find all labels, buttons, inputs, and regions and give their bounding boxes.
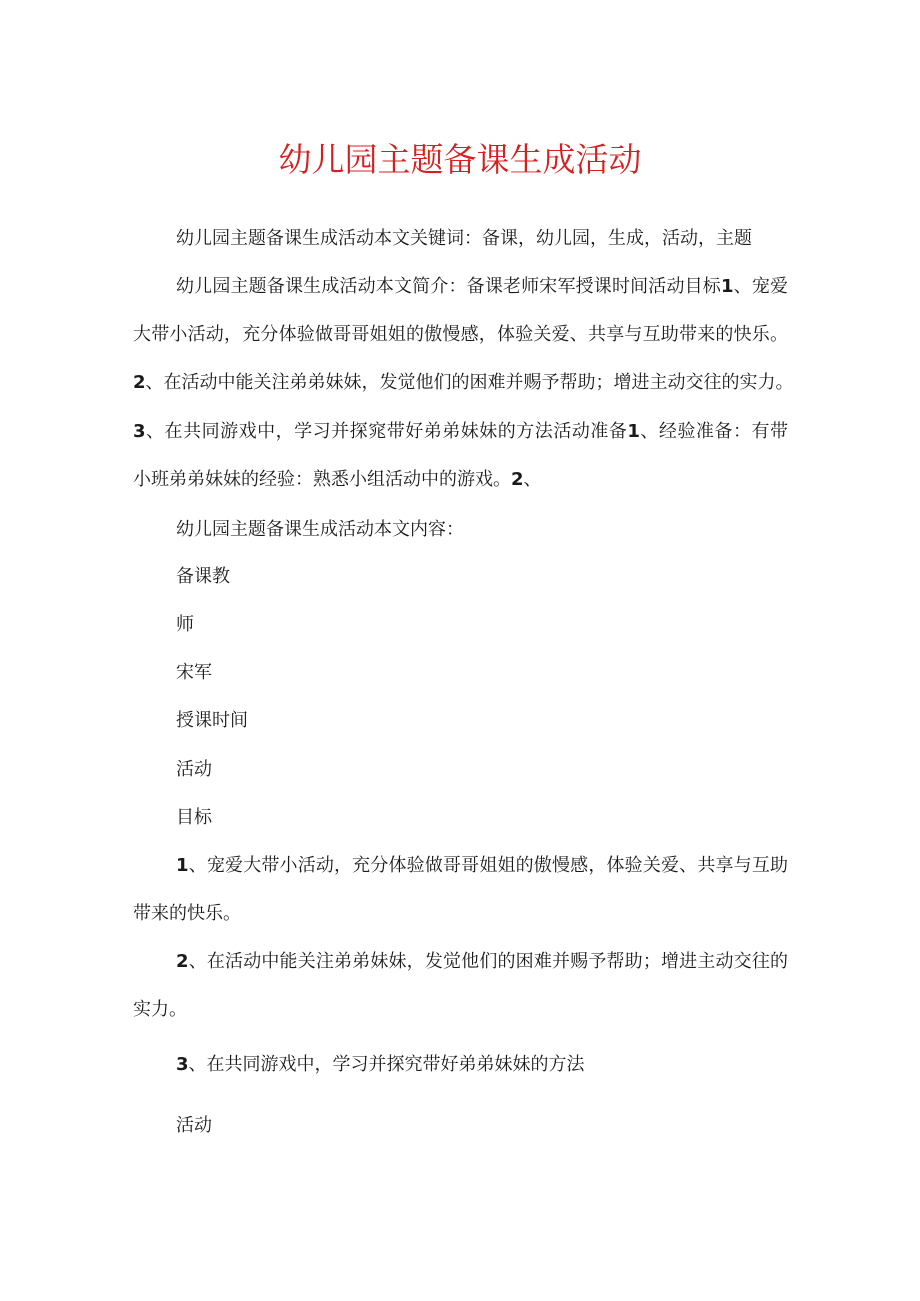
summary-line-4-number: 3: [133, 421, 146, 442]
fragment-text: 备课教: [176, 566, 230, 587]
goal-1-text: 、宠爱大带小活动，充分体验做哥哥姐姐的傲慢感，体验关爱、共享与互助: [188, 855, 788, 876]
content-heading: 幼儿园主题备课生成活动本文内容：: [176, 519, 464, 540]
fragment-text: 活动: [176, 759, 212, 780]
summary-line-4: [133, 420, 788, 444]
goal-3-line-1: [176, 1053, 585, 1077]
summary-line-3-number: 2: [133, 372, 146, 393]
fragment-text: 目标: [176, 807, 212, 828]
goal-2-number: 2: [176, 951, 189, 972]
summary-line-1-prefix: 幼儿园主题备课生成活动本文简介：备课老师宋军授课时间活动目标: [176, 276, 721, 297]
summary-line-1-suffix: 、宠爱: [733, 276, 788, 297]
summary-line-3-text: 、在活动中能关注弟弟妹妹，发觉他们的困难并赐予帮助；增进主动交往的实力。: [145, 372, 794, 393]
goal-1-line-2: 带来的快乐。: [133, 903, 241, 924]
goal-1-line-1: [176, 854, 788, 878]
fragment-text: 宋军: [176, 662, 212, 683]
summary-line-5: [133, 468, 542, 492]
goal-3-text: 、在共同游戏中，学习并探究带好弟弟妹妹的方法: [188, 1054, 585, 1075]
summary-line-3: [133, 371, 794, 395]
summary-line-1-number: 1: [720, 276, 734, 297]
fragment-text: 师: [176, 614, 194, 635]
summary-line-4-suffix: 、经验准备：有带: [639, 421, 789, 442]
goal-2-text: 、在活动中能关注弟弟妹妹，发觉他们的困难并赐予帮助；增进主动交往的: [188, 951, 788, 972]
summary-line-1: [176, 275, 788, 299]
goal-3-number: 3: [176, 1054, 189, 1075]
summary-line-5-number: 2: [511, 469, 524, 490]
summary-line-5-prefix: 小班弟弟妹妹的经验：熟悉小组活动中的游戏。: [133, 469, 511, 490]
summary-line-4-number-2: 1: [627, 421, 640, 442]
keywords-line: 幼儿园主题备课生成活动本文关键词：备课，幼儿园，生成，活动，主题: [176, 228, 752, 249]
goal-2-line-2: 实力。: [133, 999, 187, 1020]
summary-line-2: 大带小活动，充分体验做哥哥姐姐的傲慢感，体验关爱、共享与互助带来的快乐。: [133, 324, 788, 345]
last-fragment: 活动: [176, 1115, 212, 1136]
fragment-text: 授课时间: [176, 710, 248, 731]
goal-2-line-1: [176, 950, 788, 974]
summary-line-4-text: 、在共同游戏中，学习并探窕带好弟弟妹妹的方法活动准备: [145, 421, 628, 442]
goal-1-number: 1: [176, 855, 189, 876]
document-title: 幼儿园主题备课生成活动: [278, 140, 642, 179]
summary-line-5-suffix: 、: [523, 469, 542, 490]
